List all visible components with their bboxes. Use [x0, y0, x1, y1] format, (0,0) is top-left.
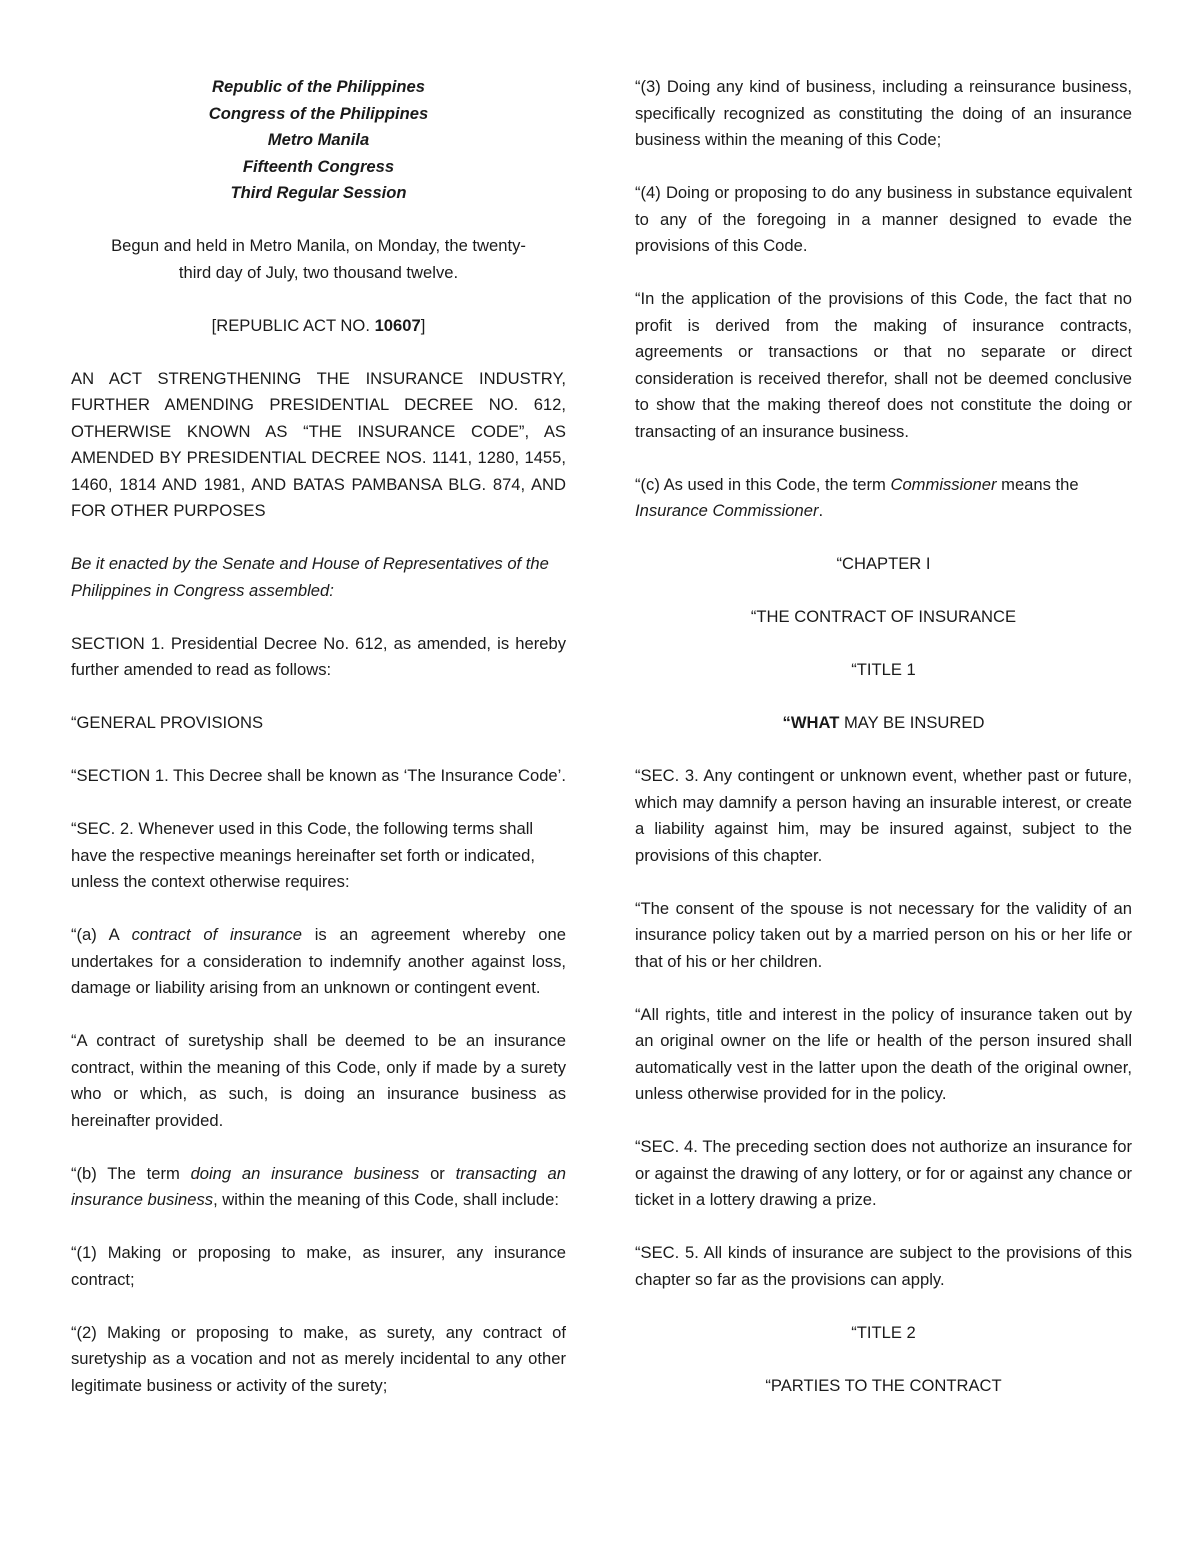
para-c-term-insurance-commissioner: Insurance Commissioner [635, 501, 819, 520]
para-a-body: is an agreement whereby one undertakes for a consideration to indemnify another against loss, damage or liability arising from an unknown or contingent event. [71, 925, 566, 997]
ra-suffix: ] [420, 315, 426, 335]
para-a-prefix: “(a) A [71, 925, 132, 944]
para-c-term-commissioner: Commissioner [890, 474, 997, 494]
para-c-commissioner [635, 472, 1132, 525]
title-2-heading: “TITLE 2 [851, 1322, 916, 1342]
sec-1-short-title: “SECTION 1. This Decree shall be known as ‘The Insurance Code’. [71, 766, 566, 785]
general-provisions-heading: “GENERAL PROVISIONS [71, 713, 264, 732]
act-title: AN ACT STRENGTHENING THE INSURANCE INDUSTRY, FURTHER AMENDING PRESIDENTIAL DECREE NO. 612, OTHERWISE KNOWN AS “THE INSURANCE CODE”, AS AMENDED BY PRESIDENTIAL DECREE NOS. 1141, 1280, 1455, 1460, 1814 AND 1981, AND BATAS PAMBANSA BLG. 874, AND FOR OTHER PURPOSES [71, 368, 566, 520]
para-a-contract-of-insurance [71, 922, 566, 1002]
enacting-clause: Be it enacted by the Senate and House of Representatives of the Philippines in Congress assembled: [71, 554, 549, 600]
application-paragraph: “In the application of the provisions of this Code, the fact that no profit is derived from the making of insurance contracts, agreements or transactions or that no separate or direct consideration is received therefor, shall not be deemed conclusive to show that the making thereof does not constitute the doing or transacting of an insurance business. [635, 289, 1132, 441]
sec-3: “SEC. 3. Any contingent or unknown event, whether past or future, which may damnify a person having an insurable interest, or create a liability against him, may be insured against, subject to the provisions of this chapter. [635, 766, 1132, 865]
what-bold: “WHAT [782, 713, 840, 732]
item-3: “(3) Doing any kind of business, including a reinsurance business, specifically recognized as constituting the doing of an insurance business within the meaning of this Code; [635, 77, 1132, 149]
contract-of-insurance-heading: “THE CONTRACT OF INSURANCE [750, 607, 1017, 626]
header-republic: Republic of the Philippines [212, 77, 425, 96]
para-b-insurance-business [71, 1161, 566, 1214]
consent-paragraph: “The consent of the spouse is not necessary for the validity of an insurance policy taken out by a married person on his or her life or that of his or her children. [635, 898, 1132, 971]
rights-paragraph: “All rights, title and interest in the policy of insurance taken out by an original owner on the life or health of the person insured shall automatically vest in the latter upon the death of the original owner, unless otherwise provided for in the policy. [635, 1004, 1132, 1103]
para-b-term-doing: doing an insurance business [190, 1163, 420, 1183]
ra-prefix: [REPUBLIC ACT NO. [211, 315, 375, 335]
section-1-intro: SECTION 1. Presidential Decree No. 612, as amended, is hereby further amended to read as follows: [71, 633, 566, 679]
item-1: “(1) Making or proposing to make, as insurer, any insurance contract; [71, 1243, 566, 1289]
para-b-term-transacting: transacting an insurance business [71, 1163, 566, 1209]
para-c-prefix: “(c) As used in this Code, the term [635, 474, 891, 494]
header-congress-number: Fifteenth Congress [242, 156, 395, 176]
para-b-body: , within the meaning of this Code, shall include: [213, 1190, 559, 1209]
begun-statement: Begun and held in Metro Manila, on Monday, the twenty-third day of July, two thousand twelve. [111, 236, 526, 282]
chapter-1-heading: “CHAPTER I [836, 554, 931, 573]
republic-act-number [71, 313, 566, 340]
sec-2-definitions: “SEC. 2. Whenever used in this Code, the following terms shall have the respective meanings hereinafter set forth or indicated, unless the context otherwise requires: [71, 819, 535, 891]
right-column [635, 74, 1132, 1426]
para-c-end: . [818, 501, 824, 520]
parties-heading: “PARTIES TO THE CONTRACT [765, 1375, 1002, 1395]
sec-4: “SEC. 4. The preceding section does not authorize an insurance for or against the drawing of any lottery, or for or against any chance or ticket in a lottery drawing a prize. [635, 1137, 1132, 1209]
suretyship-paragraph: “A contract of suretyship shall be deemed to be an insurance contract, within the meaning of this Code, only if made by a surety who or which, as such, is doing an insurance business as hereinafter provided. [71, 1031, 566, 1130]
what-may-be-insured-heading [635, 710, 1132, 737]
item-4: “(4) Doing or proposing to do any business in substance equivalent to any of the foregoing in a manner designed to evade the provisions of this Code. [635, 183, 1132, 255]
item-2: “(2) Making or proposing to make, as surety, any contract of suretyship as a vocation and not as merely incidental to any other legitimate business or activity of the surety; [71, 1322, 566, 1395]
what-rest: MAY BE INSURED [839, 713, 985, 732]
para-c-mid: means the [996, 474, 1079, 494]
header-session: Third Regular Session [230, 183, 407, 202]
ra-number: 10607 [374, 315, 421, 335]
para-a-term: contract of insurance [131, 925, 302, 944]
header-congress: Congress of the Philippines [208, 103, 429, 123]
sec-5: “SEC. 5. All kinds of insurance are subject to the provisions of this chapter so far as the provisions can apply. [635, 1243, 1132, 1289]
para-b-prefix: “(b) The term [71, 1163, 191, 1183]
para-b-or: or [419, 1163, 456, 1183]
header-location: Metro Manila [267, 130, 370, 149]
left-column [71, 74, 566, 1426]
title-1-heading: “TITLE 1 [851, 660, 916, 679]
